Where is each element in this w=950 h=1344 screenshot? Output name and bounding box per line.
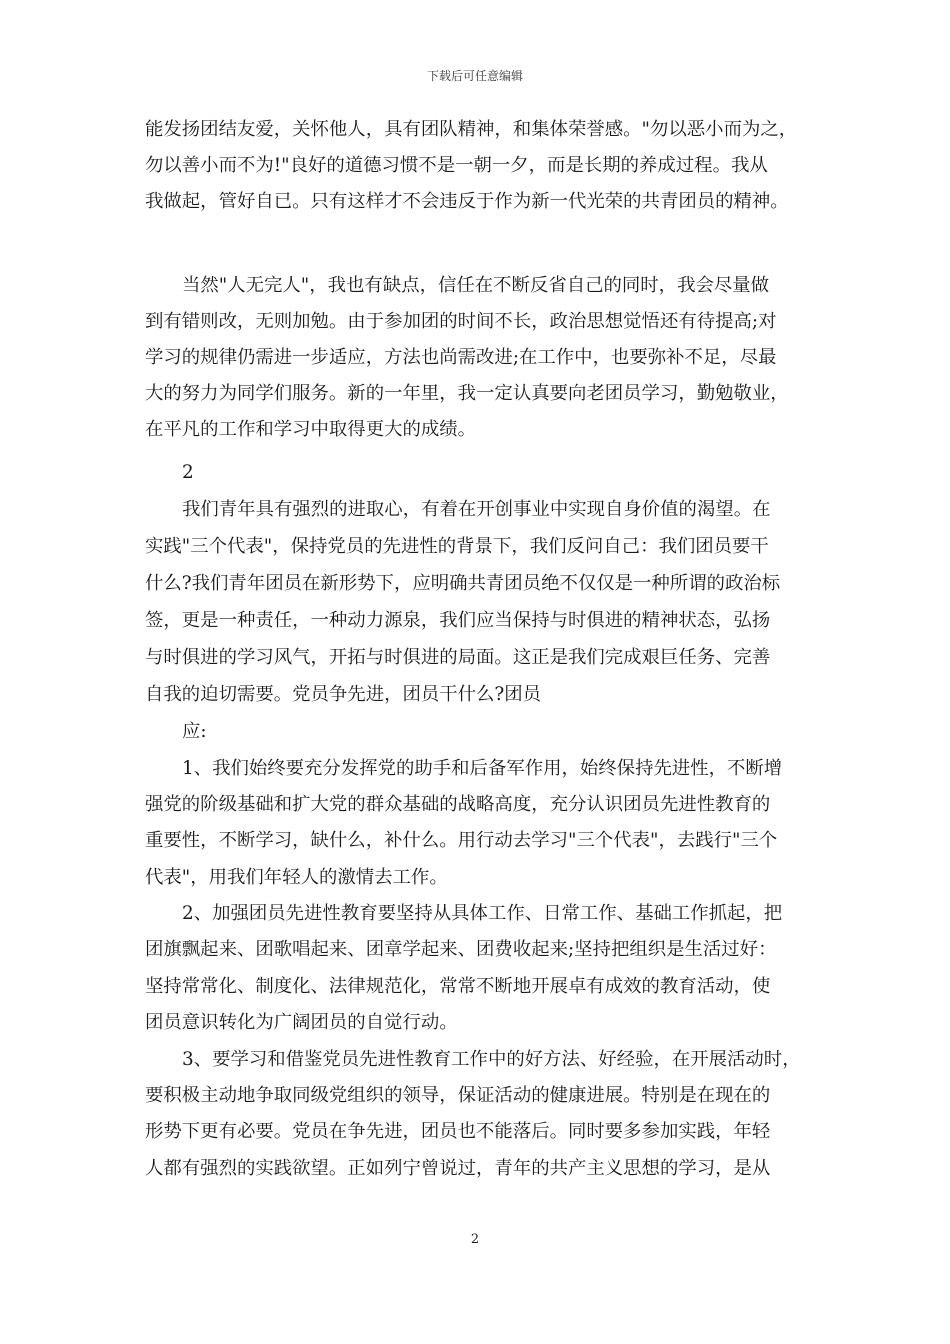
text-line: 实践"三个代表"，保持党员的先进性的背景下，我们反问自己：我们团员要干 <box>145 536 769 557</box>
text-line: 我们青年具有强烈的进取心，有着在开创事业中实现自身价值的渴望。在 <box>182 499 771 520</box>
text-line: 3、要学习和借鉴党员先进性教育工作中的好方法、好经验，在开展活动时， <box>182 1049 801 1070</box>
text-line: 当然"人无完人"，我也有缺点，信任在不断反省自己的同时，我会尽量做 <box>182 275 770 296</box>
text-line: 应: <box>182 721 207 742</box>
text-line: 自我的迫切需要。党员争先进，团员干什么?团员 <box>145 684 542 705</box>
text-line: 代表"，用我们年轻人的激情去工作。 <box>145 867 448 888</box>
text-line: 人都有强烈的实践欲望。正如列宁曾说过，青年的共产主义思想的学习，是从 <box>145 1158 771 1179</box>
text-line: 大的努力为同学们服务。新的一年里，我一定认真要向老团员学习，勤勉敬业， <box>145 383 789 404</box>
text-line: 我做起，管好自已。只有这样才不会违反于作为新一代光荣的共青团员的精神。 <box>145 191 789 212</box>
text-line: 能发扬团结友爱，关怀他人，具有团队精神，和集体荣誉感。"勿以恶小而为之， <box>145 119 798 140</box>
text-line: 在平凡的工作和学习中取得更大的成绩。 <box>145 419 477 440</box>
text-line: 团员意识转化为广阔团员的自觉行动。 <box>145 1012 458 1033</box>
text-line: 什么?我们青年团员在新形势下，应明确共青团员绝不仅仅是一种所谓的政治标 <box>145 573 781 594</box>
text-line: 勿以善小而不为!"良好的道德习惯不是一朝一夕，而是长期的养成过程。我从 <box>145 155 768 176</box>
text-line: 2 <box>182 462 194 483</box>
text-line: 重要性，不断学习，缺什么，补什么。用行动去学习"三个代表"，去践行"三个 <box>145 830 778 851</box>
text-line: 2、加强团员先进性教育要坚持从具体工作、日常工作、基础工作抓起，把 <box>182 903 783 924</box>
text-line: 与时俱进的学习风气，开拓与时俱进的局面。这正是我们完成艰巨任务、完善 <box>145 647 771 668</box>
text-line: 形势下更有必要。党员在争先进，团员也不能落后。同时要多参加实践，年轻 <box>145 1121 771 1142</box>
text-line: 要积极主动地争取同级党组织的领导，保证活动的健康进展。特别是在现在的 <box>145 1085 771 1106</box>
page-header: 下载后可任意编辑 <box>426 69 523 83</box>
text-line: 强党的阶级基础和扩大党的群众基础的战略高度，充分认识团员先进性教育的 <box>145 794 771 815</box>
page-number: 2 <box>470 1232 480 1247</box>
text-line: 签，更是一种责任，一种动力源泉，我们应当保持与时俱进的精神状态，弘扬 <box>145 610 771 631</box>
text-line: 学习的规律仍需进一步适应，方法也尚需改进;在工作中，也要弥补不足，尽最 <box>145 347 777 368</box>
text-line: 坚持常常化、制度化、法律规范化，常常不断地开展卓有成效的教育活动，使 <box>145 976 771 997</box>
text-line: 到有错则改，无则加勉。由于参加团的时间不长，政治思想觉悟还有待提高;对 <box>145 311 777 332</box>
text-line: 1、我们始终要充分发挥党的助手和后备军作用，始终保持先进性，不断增 <box>182 758 783 779</box>
text-line: 团旗飘起来、团歌唱起来、团章学起来、团费收起来;坚持把组织是生活过好： <box>145 939 777 960</box>
